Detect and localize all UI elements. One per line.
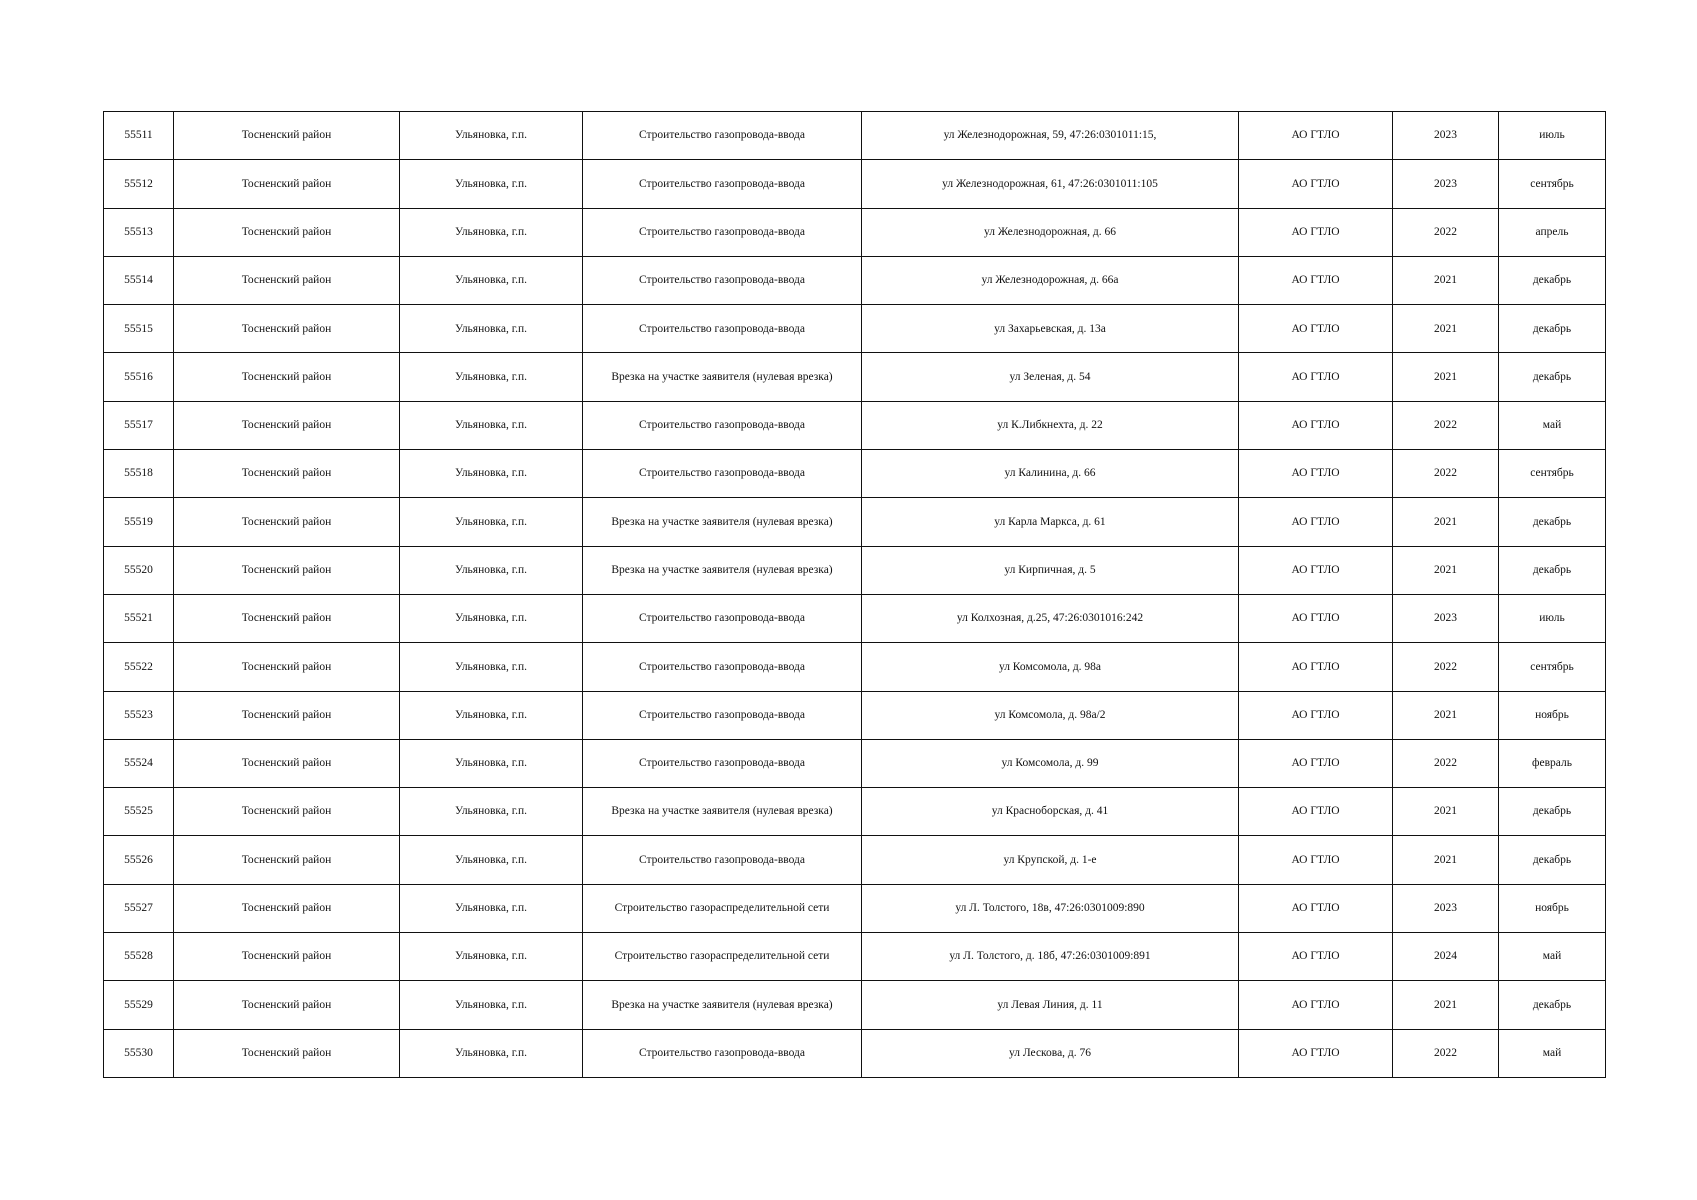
organization-cell: АО ГТЛО <box>1239 305 1393 353</box>
district-cell: Тосненский район <box>174 1029 400 1077</box>
record-id-cell: 55527 <box>104 884 174 932</box>
month-cell: февраль <box>1499 739 1606 787</box>
month-cell: декабрь <box>1499 498 1606 546</box>
address-cell: ул Л. Толстого, д. 18б, 47:26:0301009:891 <box>862 933 1239 981</box>
settlement-cell: Ульяновка, г.п. <box>400 546 583 594</box>
month-cell: май <box>1499 933 1606 981</box>
record-id-cell: 55514 <box>104 256 174 304</box>
month-cell: май <box>1499 401 1606 449</box>
month-cell: апрель <box>1499 208 1606 256</box>
record-id-cell: 55526 <box>104 836 174 884</box>
year-cell: 2021 <box>1393 546 1499 594</box>
district-cell: Тосненский район <box>174 884 400 932</box>
month-cell: декабрь <box>1499 256 1606 304</box>
district-cell: Тосненский район <box>174 788 400 836</box>
month-cell: ноябрь <box>1499 691 1606 739</box>
work-type-cell: Врезка на участке заявителя (нулевая врезка) <box>583 353 862 401</box>
record-id-cell: 55511 <box>104 112 174 160</box>
month-cell: сентябрь <box>1499 160 1606 208</box>
settlement-cell: Ульяновка, г.п. <box>400 836 583 884</box>
year-cell: 2021 <box>1393 981 1499 1029</box>
table-row <box>104 160 1606 208</box>
record-id-cell: 55530 <box>104 1029 174 1077</box>
organization-cell: АО ГТЛО <box>1239 836 1393 884</box>
organization-cell: АО ГТЛО <box>1239 256 1393 304</box>
record-id-cell: 55516 <box>104 353 174 401</box>
address-cell: ул Комсомола, д. 99 <box>862 739 1239 787</box>
district-cell: Тосненский район <box>174 450 400 498</box>
settlement-cell: Ульяновка, г.п. <box>400 594 583 642</box>
organization-cell: АО ГТЛО <box>1239 981 1393 1029</box>
work-type-cell: Строительство газопровода-ввода <box>583 256 862 304</box>
year-cell: 2022 <box>1393 739 1499 787</box>
table-row <box>104 112 1606 160</box>
year-cell: 2022 <box>1393 450 1499 498</box>
work-type-cell: Врезка на участке заявителя (нулевая врезка) <box>583 546 862 594</box>
settlement-cell: Ульяновка, г.п. <box>400 353 583 401</box>
work-type-cell: Строительство газопровода-ввода <box>583 594 862 642</box>
year-cell: 2021 <box>1393 498 1499 546</box>
district-cell: Тосненский район <box>174 256 400 304</box>
district-cell: Тосненский район <box>174 643 400 691</box>
work-type-cell: Строительство газопровода-ввода <box>583 112 862 160</box>
address-cell: ул Левая Линия, д. 11 <box>862 981 1239 1029</box>
address-cell: ул Железнодорожная, д. 66а <box>862 256 1239 304</box>
address-cell: ул Зеленая, д. 54 <box>862 353 1239 401</box>
work-type-cell: Строительство газопровода-ввода <box>583 305 862 353</box>
record-id-cell: 55518 <box>104 450 174 498</box>
work-type-cell: Строительство газопровода-ввода <box>583 160 862 208</box>
month-cell: декабрь <box>1499 836 1606 884</box>
address-cell: ул Красноборская, д. 41 <box>862 788 1239 836</box>
work-type-cell: Врезка на участке заявителя (нулевая врезка) <box>583 788 862 836</box>
district-cell: Тосненский район <box>174 305 400 353</box>
district-cell: Тосненский район <box>174 981 400 1029</box>
district-cell: Тосненский район <box>174 208 400 256</box>
address-cell: ул Железнодорожная, 59, 47:26:0301011:15, <box>862 112 1239 160</box>
settlement-cell: Ульяновка, г.п. <box>400 498 583 546</box>
table-body <box>104 112 1606 1078</box>
table-row <box>104 208 1606 256</box>
year-cell: 2023 <box>1393 112 1499 160</box>
settlement-cell: Ульяновка, г.п. <box>400 208 583 256</box>
record-id-cell: 55519 <box>104 498 174 546</box>
record-id-cell: 55528 <box>104 933 174 981</box>
district-cell: Тосненский район <box>174 836 400 884</box>
record-id-cell: 55517 <box>104 401 174 449</box>
table-row <box>104 788 1606 836</box>
table-row <box>104 305 1606 353</box>
settlement-cell: Ульяновка, г.п. <box>400 160 583 208</box>
organization-cell: АО ГТЛО <box>1239 739 1393 787</box>
settlement-cell: Ульяновка, г.п. <box>400 112 583 160</box>
address-cell: ул Лескова, д. 76 <box>862 1029 1239 1077</box>
district-cell: Тосненский район <box>174 160 400 208</box>
address-cell: ул Карла Маркса, д. 61 <box>862 498 1239 546</box>
organization-cell: АО ГТЛО <box>1239 208 1393 256</box>
address-cell: ул Захарьевская, д. 13а <box>862 305 1239 353</box>
month-cell: июль <box>1499 594 1606 642</box>
district-cell: Тосненский район <box>174 546 400 594</box>
table-row <box>104 498 1606 546</box>
work-type-cell: Строительство газопровода-ввода <box>583 643 862 691</box>
address-cell: ул Кирпичная, д. 5 <box>862 546 1239 594</box>
record-id-cell: 55523 <box>104 691 174 739</box>
month-cell: декабрь <box>1499 546 1606 594</box>
address-cell: ул Калинина, д. 66 <box>862 450 1239 498</box>
work-type-cell: Строительство газопровода-ввода <box>583 1029 862 1077</box>
year-cell: 2021 <box>1393 256 1499 304</box>
table-row <box>104 353 1606 401</box>
month-cell: июль <box>1499 112 1606 160</box>
work-type-cell: Строительство газопровода-ввода <box>583 739 862 787</box>
work-type-cell: Строительство газораспределительной сети <box>583 933 862 981</box>
month-cell: ноябрь <box>1499 884 1606 932</box>
address-cell: ул Комсомола, д. 98а <box>862 643 1239 691</box>
address-cell: ул К.Либкнехта, д. 22 <box>862 401 1239 449</box>
work-type-cell: Строительство газопровода-ввода <box>583 208 862 256</box>
district-cell: Тосненский район <box>174 401 400 449</box>
month-cell: декабрь <box>1499 788 1606 836</box>
year-cell: 2023 <box>1393 594 1499 642</box>
month-cell: декабрь <box>1499 981 1606 1029</box>
address-cell: ул Комсомола, д. 98а/2 <box>862 691 1239 739</box>
year-cell: 2023 <box>1393 884 1499 932</box>
organization-cell: АО ГТЛО <box>1239 691 1393 739</box>
organization-cell: АО ГТЛО <box>1239 643 1393 691</box>
organization-cell: АО ГТЛО <box>1239 788 1393 836</box>
table-row <box>104 594 1606 642</box>
settlement-cell: Ульяновка, г.п. <box>400 788 583 836</box>
work-type-cell: Строительство газопровода-ввода <box>583 450 862 498</box>
gas-connection-table <box>103 111 1606 1078</box>
document-page <box>103 111 1605 1078</box>
settlement-cell: Ульяновка, г.п. <box>400 933 583 981</box>
district-cell: Тосненский район <box>174 691 400 739</box>
record-id-cell: 55529 <box>104 981 174 1029</box>
settlement-cell: Ульяновка, г.п. <box>400 1029 583 1077</box>
organization-cell: АО ГТЛО <box>1239 401 1393 449</box>
address-cell: ул Железнодорожная, 61, 47:26:0301011:105 <box>862 160 1239 208</box>
record-id-cell: 55513 <box>104 208 174 256</box>
work-type-cell: Строительство газопровода-ввода <box>583 836 862 884</box>
district-cell: Тосненский район <box>174 112 400 160</box>
table-row <box>104 1029 1606 1077</box>
table-row <box>104 981 1606 1029</box>
month-cell: сентябрь <box>1499 450 1606 498</box>
year-cell: 2022 <box>1393 401 1499 449</box>
year-cell: 2021 <box>1393 788 1499 836</box>
organization-cell: АО ГТЛО <box>1239 112 1393 160</box>
organization-cell: АО ГТЛО <box>1239 1029 1393 1077</box>
table-row <box>104 836 1606 884</box>
table-row <box>104 546 1606 594</box>
address-cell: ул Л. Толстого, 18в, 47:26:0301009:890 <box>862 884 1239 932</box>
record-id-cell: 55512 <box>104 160 174 208</box>
table-row <box>104 256 1606 304</box>
settlement-cell: Ульяновка, г.п. <box>400 691 583 739</box>
record-id-cell: 55524 <box>104 739 174 787</box>
settlement-cell: Ульяновка, г.п. <box>400 739 583 787</box>
settlement-cell: Ульяновка, г.п. <box>400 401 583 449</box>
organization-cell: АО ГТЛО <box>1239 498 1393 546</box>
organization-cell: АО ГТЛО <box>1239 933 1393 981</box>
address-cell: ул Железнодорожная, д. 66 <box>862 208 1239 256</box>
year-cell: 2022 <box>1393 208 1499 256</box>
work-type-cell: Строительство газораспределительной сети <box>583 884 862 932</box>
table-row <box>104 450 1606 498</box>
work-type-cell: Строительство газопровода-ввода <box>583 401 862 449</box>
table-row <box>104 884 1606 932</box>
settlement-cell: Ульяновка, г.п. <box>400 981 583 1029</box>
organization-cell: АО ГТЛО <box>1239 546 1393 594</box>
record-id-cell: 55522 <box>104 643 174 691</box>
work-type-cell: Строительство газопровода-ввода <box>583 691 862 739</box>
month-cell: декабрь <box>1499 305 1606 353</box>
year-cell: 2021 <box>1393 353 1499 401</box>
settlement-cell: Ульяновка, г.п. <box>400 305 583 353</box>
year-cell: 2022 <box>1393 1029 1499 1077</box>
table-row <box>104 933 1606 981</box>
year-cell: 2021 <box>1393 691 1499 739</box>
table-row <box>104 691 1606 739</box>
district-cell: Тосненский район <box>174 739 400 787</box>
year-cell: 2022 <box>1393 643 1499 691</box>
settlement-cell: Ульяновка, г.п. <box>400 256 583 304</box>
record-id-cell: 55520 <box>104 546 174 594</box>
work-type-cell: Врезка на участке заявителя (нулевая врезка) <box>583 498 862 546</box>
settlement-cell: Ульяновка, г.п. <box>400 450 583 498</box>
organization-cell: АО ГТЛО <box>1239 450 1393 498</box>
organization-cell: АО ГТЛО <box>1239 594 1393 642</box>
year-cell: 2023 <box>1393 160 1499 208</box>
record-id-cell: 55525 <box>104 788 174 836</box>
work-type-cell: Врезка на участке заявителя (нулевая врезка) <box>583 981 862 1029</box>
month-cell: сентябрь <box>1499 643 1606 691</box>
month-cell: май <box>1499 1029 1606 1077</box>
month-cell: декабрь <box>1499 353 1606 401</box>
district-cell: Тосненский район <box>174 594 400 642</box>
settlement-cell: Ульяновка, г.п. <box>400 643 583 691</box>
table-row <box>104 643 1606 691</box>
table-row <box>104 739 1606 787</box>
organization-cell: АО ГТЛО <box>1239 353 1393 401</box>
year-cell: 2024 <box>1393 933 1499 981</box>
organization-cell: АО ГТЛО <box>1239 160 1393 208</box>
record-id-cell: 55521 <box>104 594 174 642</box>
district-cell: Тосненский район <box>174 353 400 401</box>
year-cell: 2021 <box>1393 836 1499 884</box>
address-cell: ул Колхозная, д.25, 47:26:0301016:242 <box>862 594 1239 642</box>
table-row <box>104 401 1606 449</box>
district-cell: Тосненский район <box>174 933 400 981</box>
year-cell: 2021 <box>1393 305 1499 353</box>
organization-cell: АО ГТЛО <box>1239 884 1393 932</box>
settlement-cell: Ульяновка, г.п. <box>400 884 583 932</box>
record-id-cell: 55515 <box>104 305 174 353</box>
district-cell: Тосненский район <box>174 498 400 546</box>
address-cell: ул Крупской, д. 1-е <box>862 836 1239 884</box>
